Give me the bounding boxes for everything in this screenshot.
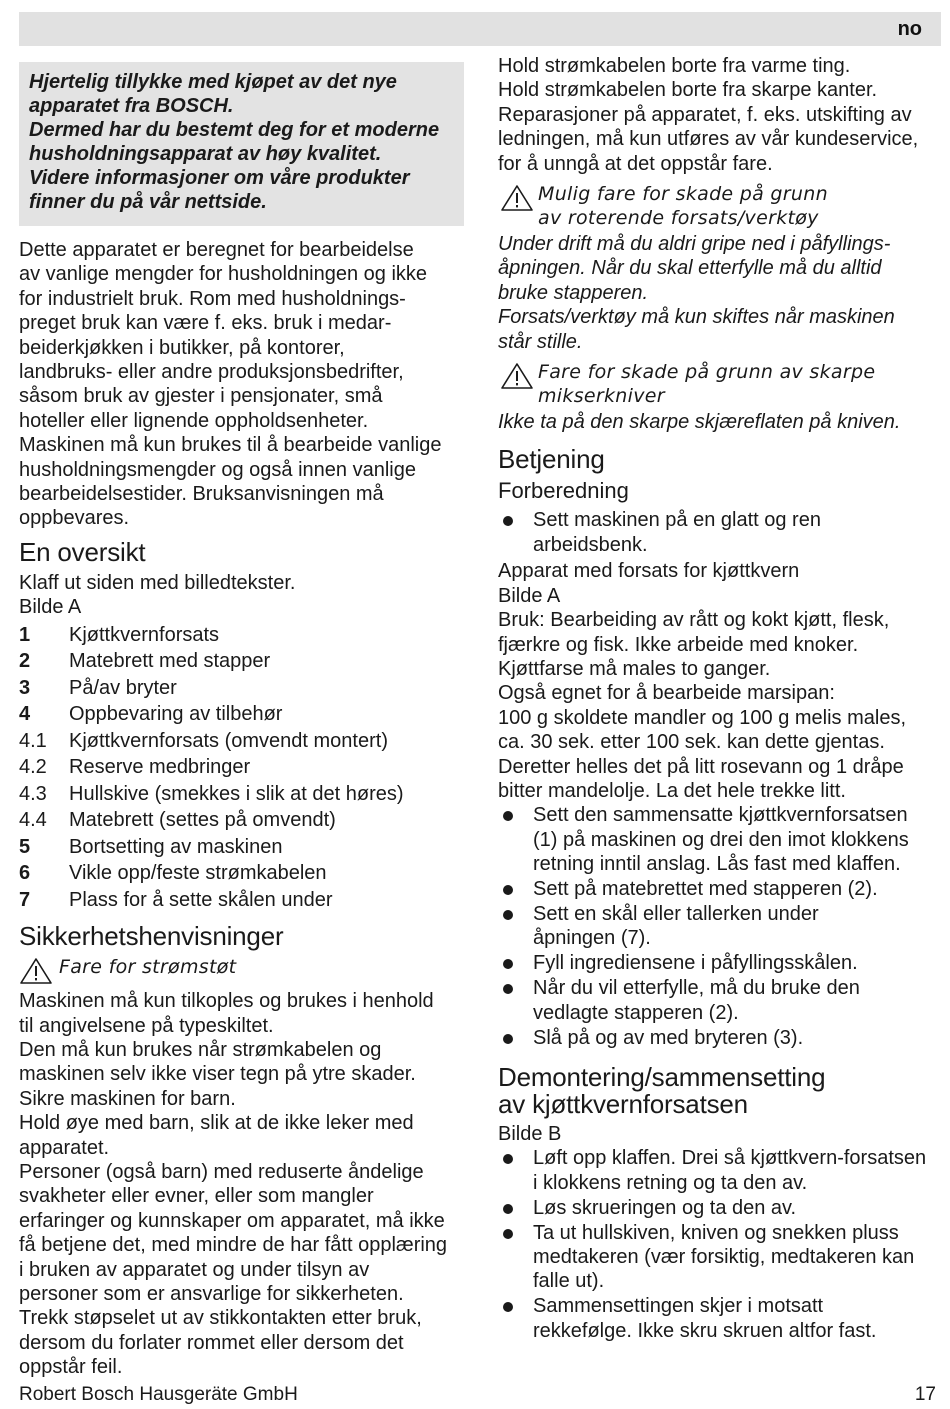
- text-line: i bruken av apparatet og under tilsyn av: [19, 1258, 370, 1281]
- item-text: [533, 976, 860, 1025]
- text-line: Sikre maskinen for barn.: [19, 1087, 236, 1110]
- item-text: Fyll ingrediensene i påfyllingsskålen.: [533, 952, 858, 975]
- list-item: [19, 701, 464, 728]
- text-line: svakheter eller evner, eller som mangler: [19, 1185, 374, 1208]
- attachment-subheading: Apparat med forsats for kjøttkvern: [498, 560, 800, 583]
- intro-line: husholdningsapparat av høy kvalitet.: [29, 143, 382, 165]
- text-line: Ikke ta på den skarpe skjæreflaten på kniven.: [498, 411, 901, 434]
- item-text: [533, 1146, 926, 1195]
- item-text: Slå på og av med bryteren (3).: [533, 1026, 804, 1049]
- item-text: Sett på matebrettet med stapperen (2).: [533, 878, 878, 901]
- text-line: arbeidsbenk.: [533, 533, 648, 556]
- text-line: oppstår feil.: [19, 1356, 123, 1379]
- safety-heading: Sikkerhetshenvisninger: [19, 921, 284, 952]
- intro-line: finner du på vår nettside.: [29, 191, 267, 213]
- item-number: 3: [19, 676, 31, 699]
- warning-triangle-icon: [498, 182, 538, 214]
- text-line: medtakeren (vær forsiktig, medtakeren kan: [533, 1245, 915, 1268]
- disassembly-steps: [498, 1146, 943, 1343]
- text-line: Sett en skål eller tallerken under: [533, 902, 819, 925]
- heading-line: av kjøttkvernforsatsen: [498, 1088, 748, 1119]
- text-line: bitter mandelolje. La det hele trekke litt.: [498, 779, 846, 802]
- item-text: Plass for å sette skålen under: [69, 888, 333, 911]
- text-line: ca. 30 sek. etter 100 sek. kan dette gjentas.: [498, 731, 885, 754]
- item-number: 6: [19, 862, 31, 885]
- text-line: Maskinen må kun tilkoples og brukes i henhold: [19, 990, 434, 1013]
- safety-text: [19, 989, 464, 1380]
- text-line: fjærkre og fisk. Ikke arbeide med knoker.: [498, 633, 859, 656]
- item-text: Kjøttkvernforsats (omvendt montert): [69, 729, 388, 752]
- text-line: Trekk støpselet ut av stikkontakten etter bruk,: [19, 1307, 422, 1330]
- bullet-icon: [498, 1026, 533, 1050]
- text-line: Den må kun brukes når strømkabelen og: [19, 1039, 382, 1061]
- text-line: bruke stapperen.: [498, 281, 649, 304]
- item-text: Hullskive (smekkes i slik at det høres): [69, 782, 404, 805]
- text-line: landbruks- eller andre produksjonsbedrifter,: [19, 361, 404, 384]
- text-line: Sammensettingen skjer i motsatt: [533, 1295, 824, 1318]
- text-line: av vanlige mengder for husholdningen og ikke: [19, 263, 428, 286]
- overview-heading: En oversikt: [19, 536, 146, 567]
- warning-triangle-icon: [498, 360, 538, 392]
- item-text: På/av bryter: [69, 676, 177, 699]
- text-line: Bruk: Bearbeiding av rått og kokt kjøtt, flesk,: [498, 609, 890, 632]
- warning-title-line: Mulig fare for skade på grunn: [538, 183, 828, 206]
- item-number: 4.4: [19, 809, 47, 832]
- text-line: Sett maskinen på en glatt og ren: [533, 509, 821, 532]
- warning-title: [538, 360, 875, 408]
- item-text: [533, 1294, 876, 1343]
- list-item: [19, 807, 464, 834]
- warning-title-line: Fare for skade på grunn av skarpe: [538, 361, 876, 384]
- text-line: åpningen. Når du skal etterfylle må du alltid: [498, 257, 882, 280]
- operation-heading: Betjening: [498, 444, 605, 475]
- item-text: [533, 902, 819, 951]
- bullet-icon: [498, 951, 533, 975]
- text-line: Når du vil etterfylle, må du bruke den: [533, 977, 860, 1000]
- intro-line: Dermed har du bestemt deg for et moderne: [29, 119, 440, 141]
- cable-text: [498, 54, 943, 176]
- item-number: 7: [19, 888, 31, 911]
- list-item: [19, 834, 464, 861]
- page-number: 17: [914, 1384, 936, 1405]
- item-text: Reserve medbringer: [69, 756, 251, 779]
- text-line: erfaringer og kunnskaper om apparatet, må ikke: [19, 1209, 445, 1232]
- text-line: Under drift må du aldri gripe ned i påfyllings-: [498, 233, 891, 256]
- text-line: Ta ut hullskiven, kniven og snekken pluss: [533, 1221, 899, 1244]
- item-text: Kjøttkvernforsats: [69, 623, 220, 646]
- purpose-text: [19, 238, 464, 531]
- item-number: 4: [19, 703, 31, 726]
- text-line: ledningen, må kun utføres av vår kundeservice,: [498, 128, 919, 151]
- text-line: står stille.: [498, 330, 583, 353]
- text-line: Hold strømkabelen borte fra varme ting.: [498, 55, 851, 77]
- item-number: 1: [19, 623, 31, 646]
- item-number: 4.3: [19, 782, 47, 805]
- text-line: personer som er ansvarlige for sikkerheten.: [19, 1283, 404, 1306]
- figure-label: Bilde A: [19, 596, 82, 619]
- bullet-icon: [498, 976, 533, 1025]
- text-line: såsom bruk av gjester i pensjonater, små: [19, 385, 383, 408]
- list-item: [498, 1294, 943, 1343]
- item-text: Oppbevaring av tilbehør: [69, 703, 283, 726]
- overview-subheading: Klaff ut siden med billedtekster.: [19, 571, 296, 594]
- text-line: for industrielt bruk. Rom med husholdnings-: [19, 287, 406, 310]
- list-item: [498, 508, 943, 557]
- text-line: få betjene det, med mindre de har fått opplæring: [19, 1234, 448, 1257]
- bullet-icon: [498, 1146, 533, 1195]
- footer-company: Robert Bosch Hausgeräte GmbH: [19, 1384, 298, 1405]
- disassembly-heading: [498, 1061, 943, 1119]
- text-line: retning inntil anslag. Lås fast med klaffen.: [533, 853, 901, 876]
- intro-line: Videre informasjoner om våre produkter: [29, 167, 410, 189]
- list-item: [498, 951, 943, 975]
- item-number: 2: [19, 650, 31, 673]
- warning-electric-shock: [19, 955, 464, 987]
- list-item: [19, 728, 464, 755]
- figure-label: Bilde A: [498, 584, 561, 607]
- text-line: Dette apparatet er beregnet for bearbeidelse: [19, 239, 414, 261]
- list-item: [498, 976, 943, 1025]
- prep-list: [498, 508, 943, 557]
- item-text: Løs skrueringen og ta den av.: [533, 1196, 797, 1219]
- list-item: [498, 902, 943, 951]
- list-item: [19, 887, 464, 914]
- item-text: Matebrett med stapper: [69, 650, 271, 673]
- text-line: (1) på maskinen og drei den imot klokkens: [533, 828, 909, 851]
- parts-list: [19, 622, 464, 914]
- text-line: dersom du forlater rommet eller dersom det: [19, 1331, 404, 1354]
- text-line: Kjøttfarse må males to ganger.: [498, 657, 771, 680]
- warning-title: [538, 182, 828, 230]
- text-line: oppbevares.: [19, 507, 130, 530]
- text-line: maskinen selv ikke viser tegn på ytre skader.: [19, 1063, 416, 1086]
- bullet-icon: [498, 1221, 533, 1294]
- bullet-icon: [498, 508, 533, 557]
- warning-triangle-icon: [19, 955, 59, 987]
- bullet-icon: [498, 1294, 533, 1343]
- warning-sharp-blades: [498, 360, 943, 408]
- list-item: [19, 860, 464, 887]
- item-number: 4.2: [19, 756, 47, 779]
- text-line: hoteller eller lignende oppholdsenheter.: [19, 409, 369, 432]
- text-line: beiderkjøkken i butikker, på kontorer,: [19, 336, 345, 359]
- warning-title-line: av roterende forsats/verktøy: [538, 207, 819, 230]
- text-line: 100 g skoldete mandler og 100 g melis males,: [498, 706, 907, 729]
- intro-line: apparatet fra BOSCH.: [29, 95, 234, 117]
- list-item: [19, 648, 464, 675]
- left-column: [19, 62, 464, 1380]
- preparation-heading: Forberedning: [498, 478, 629, 504]
- item-text: Bortsetting av maskinen: [69, 835, 283, 858]
- heading-line: Demontering/sammensetting: [498, 1061, 826, 1092]
- text-line: husholdningsmengder og også innen vanlige: [19, 458, 416, 481]
- warning-rotating-tool: [498, 182, 943, 230]
- text-line: Deretter helles det på litt rosevann og 1 dråpe: [498, 755, 904, 778]
- text-line: falle ut).: [533, 1270, 605, 1293]
- text-line: for å unngå at det oppstår fare.: [498, 152, 773, 175]
- item-number: 4.1: [19, 729, 47, 752]
- text-line: Maskinen må kun brukes til å bearbeide vanlige: [19, 434, 442, 457]
- warning-text: [498, 232, 943, 354]
- text-line: preget bruk kan være f. eks. bruk i medar-: [19, 312, 392, 335]
- item-text: [533, 1221, 914, 1294]
- list-item: [498, 1196, 943, 1220]
- bullet-icon: [498, 902, 533, 951]
- intro-box: [19, 62, 464, 226]
- text-line: bearbeidelsestider. Bruksanvisningen må: [19, 483, 384, 506]
- item-text: [533, 803, 909, 876]
- language-code: no: [897, 18, 922, 40]
- text-line: Personer (også barn) med reduserte åndelige: [19, 1161, 424, 1184]
- text-line: Reparasjoner på apparatet, f. eks. utskifting av: [498, 103, 912, 126]
- item-text: Vikle opp/feste strømkabelen: [69, 862, 327, 885]
- usage-text: [498, 608, 943, 803]
- list-item: [498, 1146, 943, 1195]
- list-item: [498, 803, 943, 876]
- header-bar: [19, 12, 941, 46]
- list-item: [19, 754, 464, 781]
- text-line: åpningen (7).: [533, 927, 651, 950]
- text-line: til angivelsene på typeskiltet.: [19, 1014, 274, 1037]
- list-item: [498, 1026, 943, 1050]
- bullet-icon: [498, 1196, 533, 1220]
- operation-steps: [498, 803, 943, 1050]
- bullet-icon: [498, 877, 533, 901]
- bullet-icon: [498, 803, 533, 876]
- item-number: 5: [19, 835, 31, 858]
- list-item: [19, 675, 464, 702]
- text-line: Hold øye med barn, slik at de ikke leker med: [19, 1112, 414, 1135]
- text-line: Hold strømkabelen borte fra skarpe kanter.: [498, 79, 878, 102]
- figure-label: Bilde B: [498, 1122, 562, 1145]
- text-line: vedlagte stapperen (2).: [533, 1001, 739, 1024]
- item-text: Matebrett (settes på omvendt): [69, 809, 336, 832]
- text-line: Forsats/verktøy må kun skiftes når maskinen: [498, 306, 895, 329]
- right-column: [498, 54, 943, 1344]
- intro-line: Hjertelig tillykke med kjøpet av det nye: [29, 71, 397, 93]
- text-line: Løft opp klaffen. Drei så kjøttkvern-forsatsen: [533, 1147, 927, 1170]
- text-line: Sett den sammensatte kjøttkvernforsatsen: [533, 804, 908, 827]
- text-line: Også egnet for å bearbeide marsipan:: [498, 682, 835, 705]
- warning-title-line: mikserkniver: [538, 385, 665, 408]
- list-item: [498, 877, 943, 901]
- text-line: i klokkens retning og ta den av.: [533, 1171, 808, 1194]
- text-line: rekkefølge. Ikke skru skruen altfor fast.: [533, 1319, 877, 1342]
- list-item: [19, 622, 464, 649]
- list-item: [19, 781, 464, 808]
- list-item: [498, 1221, 943, 1294]
- warning-title: Fare for strømstøt: [59, 956, 237, 979]
- item-text: [533, 508, 821, 557]
- text-line: apparatet.: [19, 1136, 110, 1159]
